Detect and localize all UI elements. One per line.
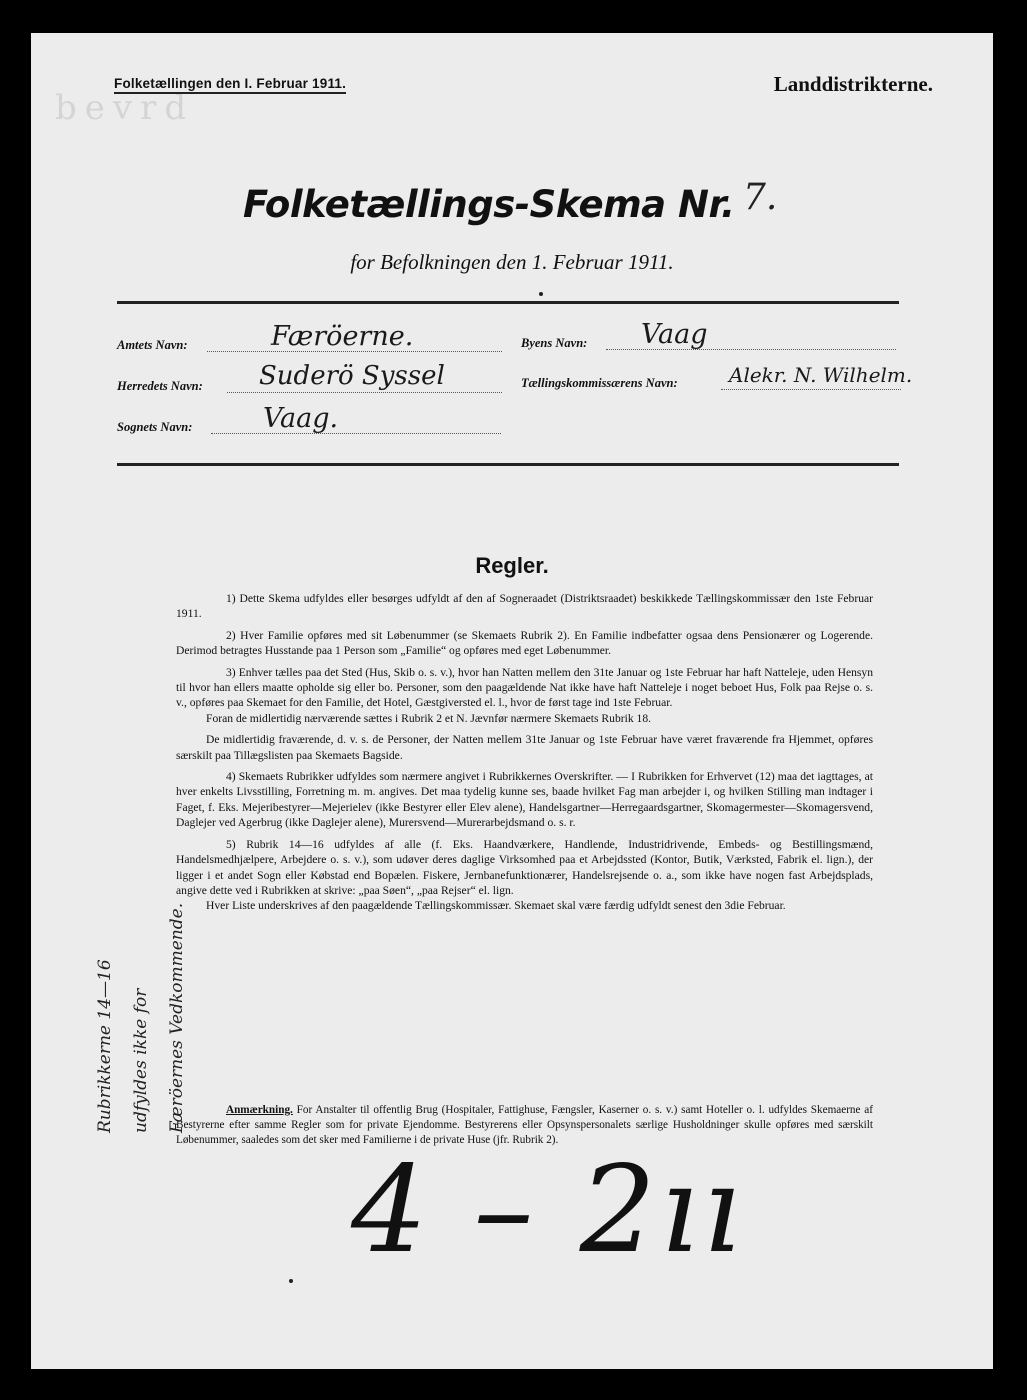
margin-note-line-3: Færöernes Vedkommende.	[167, 902, 187, 1133]
census-form-page	[31, 33, 993, 1369]
herred-label: Herredets Navn:	[117, 379, 203, 393]
by-value: Vaag	[641, 319, 708, 350]
rule-2: 2) Hver Familie opføres med sit Løbenummer (se Skemaets Rubrik 2). En Familie indbefatter ogsaa dens Pensionærer og Logerende. Derimod betragtes Husstande paa 1 Person som „Familie“ og opføres med eget Løbenummer.	[176, 628, 873, 658]
rule-5: 5) Rubrik 14—16 udfyldes af alle (f. Eks. Haandværkere, Handlende, Industridrivende, Embeds- og Bestillingsmænd, Handelsmedhjælpere, Arbejdere o. s. v.), som udøver deres daglige Virksomhed paa et Arbejdssted (Kontor, Butik, Værksted, Fabrik el. lign.), der ligger i et andet Sogn eller Købstad end Bopælen. Fiskere, Jernbanefunktionærer, Handelsrejsende o. a., som ikke have nogen fast Arbejdsplads, angive dette ved i Rubrikken at skrive: „paa Søen“, „paa Rejser“ el. lign.	[176, 837, 873, 897]
by-label: Byens Navn:	[521, 336, 588, 350]
handwritten-large-number: 4 – 2ıı	[351, 1141, 745, 1280]
anmaerkning-label: Anmærkning.	[226, 1104, 293, 1116]
kommissaer-value: Alekr. N. Wilhelm.	[729, 363, 913, 387]
form-title: Folketællings-Skema Nr.	[243, 183, 735, 226]
amt-label: Amtets Navn:	[117, 338, 188, 352]
header-district-type: Landdistrikterne.	[773, 72, 933, 96]
form-number-handwritten: 7.	[743, 177, 778, 218]
margin-note	[87, 903, 195, 1133]
bottom-divider	[117, 463, 899, 466]
rules-body	[176, 591, 873, 920]
herred-value: Suderö Syssel	[259, 361, 445, 391]
sogn-value: Vaag.	[263, 403, 339, 434]
header-census-date: Folketællingen den I. Februar 1911.	[114, 76, 346, 94]
margin-note-line-2: udfyldes ikke for	[131, 988, 151, 1133]
ink-dot	[539, 292, 543, 296]
rule-4: 4) Skemaets Rubrikker udfyldes som nærmere angivet i Rubrikkernes Overskrifter. — I Rubrikken for Erhvervet (12) maa det iagttages, at hver enkelts Livsstilling, Forretning m. m. angives. Det maa tydelig kunne ses, baade hvilket Fag man arbejder i, og hvilken Stilling man indtager i Faget, f. Eks. Mejeribestyrer—Mejerielev (ikke Bestyrer eller Elev alene), Handelsgartner—Herregaardsgartner, Skomagermester—Skomagersvend, Daglejer ved Agerbrug (ikke Daglejer alene), Murersvend—Murerarbejdsmand o. s. r.	[176, 770, 873, 830]
rule-1: 1) Dette Skema udfyldes eller besørges udfyldt af den af Sogneraadet (Distriktsraadet) beskikkede Tællingskommissær den 1ste Februar 1911.	[176, 592, 873, 621]
margin-note-line-1: Rubrikkerne 14—16	[95, 959, 115, 1133]
form-subtitle: for Befolkningen den 1. Februar 1911.	[350, 250, 674, 274]
sogn-label: Sognets Navn:	[117, 420, 193, 434]
rules-heading: Regler.	[475, 553, 549, 578]
rule-3-note-present: Foran de midlertidig nærværende sættes i Rubrik 2 et N. Jævnfør nærmere Skemaets Rubrik 18.	[206, 711, 652, 725]
rule-3-note-absent: De midlertidig fraværende, d. v. s. de Personer, der Natten mellem 31te Januar og 1ste Februar have været fraværende fra Hjemmet, opføres særskilt paa Tillægslisten paa Skemaets Bagside.	[176, 733, 873, 762]
bleed-through-text: bevrd	[55, 88, 195, 128]
anmaerkning-text: For Anstalter til offentlig Brug (Hospitaler, Fattighuse, Fængsler, Kaserner o. s. v.) samt Hoteller o. l. udfyldes Skemaerne af Bestyrerne efter samme Regler som for private Ejendomme. Bestyrerens eller Opsynspersonalets særlige Husholdninger skulle opføres med særskilt Løbenummer, saaledes som det sker med Familierne i de private Huse (jfr. Rubrik 2).	[176, 1104, 873, 1146]
kommissaer-dotted-line	[721, 389, 901, 390]
amt-value: Færöerne.	[271, 321, 414, 352]
rule-5-signature-note: Hver Liste underskrives af den paagældende Tællingskommissær. Skemaet skal være færdig udfyldt senest den 3die Februar.	[206, 899, 786, 913]
herred-dotted-line	[227, 392, 502, 393]
kommissaer-label: Tællingskommissærens Navn:	[521, 376, 678, 390]
ink-mark	[289, 1279, 293, 1283]
sogn-dotted-line	[211, 433, 501, 434]
rule-3: 3) Enhver tælles paa det Sted (Hus, Skib o. s. v.), hvor han Natten mellem den 31te Januar og 1ste Februar har haft Natteleje, uden Hensyn til hvor han ellers maatte opholde sig eller bo. Personer, som den paagældende Nat ikke have haft Natteleje i noget beboet Hus, Folk paa Rejse o. s. v., opføres paa Skemaet for den Familie, det Hotel, Gæstgiversted el. l., hvor de først tage ind 1ste Februar.	[176, 665, 873, 710]
top-divider	[117, 301, 899, 304]
